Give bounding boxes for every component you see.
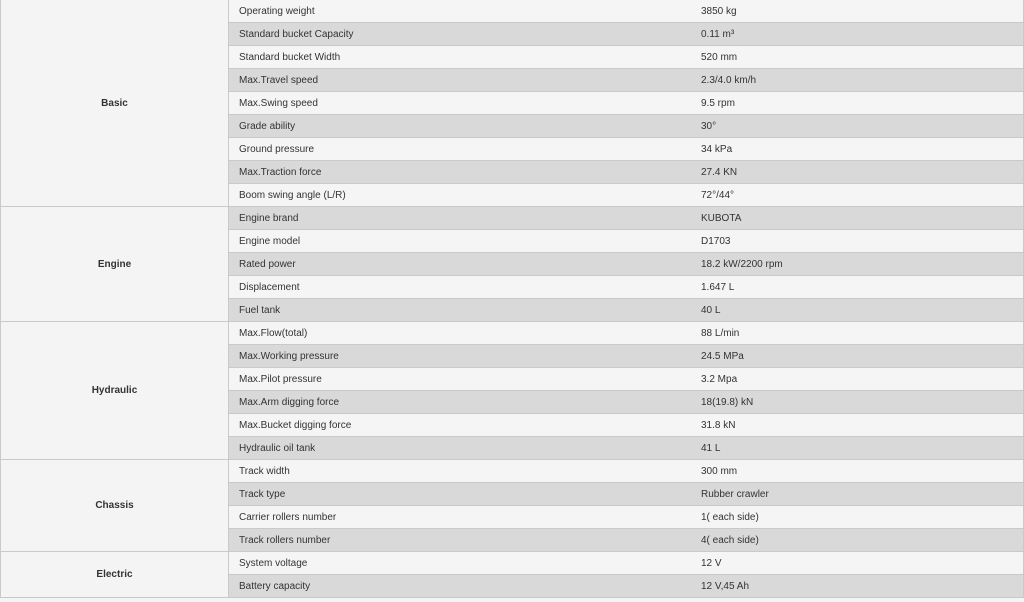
spec-value: 300 mm (689, 460, 1024, 483)
spec-label: Track type (229, 483, 690, 506)
spec-value: 0.11 m³ (689, 23, 1024, 46)
spec-label: Operating weight (229, 0, 690, 23)
spec-label: Max.Swing speed (229, 92, 690, 115)
spec-label: Standard bucket Width (229, 46, 690, 69)
spec-value: 3.2 Mpa (689, 368, 1024, 391)
spec-label: Boom swing angle (L/R) (229, 184, 690, 207)
spec-value: 1.647 L (689, 276, 1024, 299)
spec-value: D1703 (689, 230, 1024, 253)
spec-value: 31.8 kN (689, 414, 1024, 437)
spec-value: 30° (689, 115, 1024, 138)
spec-value: 72°/44° (689, 184, 1024, 207)
spec-value: 2.3/4.0 km/h (689, 69, 1024, 92)
spec-label: Track rollers number (229, 529, 690, 552)
spec-label: Max.Flow(total) (229, 322, 690, 345)
spec-value: 40 L (689, 299, 1024, 322)
spec-value: 9.5 rpm (689, 92, 1024, 115)
spec-label: Battery capacity (229, 575, 690, 598)
spec-label: System voltage (229, 552, 690, 575)
spec-value: 34 kPa (689, 138, 1024, 161)
spec-value: 1( each side) (689, 506, 1024, 529)
spec-value: 18(19.8) kN (689, 391, 1024, 414)
spec-value: KUBOTA (689, 207, 1024, 230)
spec-label: Track width (229, 460, 690, 483)
spec-row (1, 207, 1024, 230)
spec-label: Rated power (229, 253, 690, 276)
spec-label: Displacement (229, 276, 690, 299)
spec-label: Engine brand (229, 207, 690, 230)
spec-row (1, 460, 1024, 483)
spec-label: Fuel tank (229, 299, 690, 322)
group-label: Chassis (1, 460, 229, 552)
spec-label: Grade ability (229, 115, 690, 138)
spec-value: 24.5 MPa (689, 345, 1024, 368)
spec-label: Max.Travel speed (229, 69, 690, 92)
spec-label: Ground pressure (229, 138, 690, 161)
spec-row (1, 0, 1024, 23)
spec-value: 12 V,45 Ah (689, 575, 1024, 598)
spec-value: 41 L (689, 437, 1024, 460)
spec-value: 520 mm (689, 46, 1024, 69)
spec-value: 3850 kg (689, 0, 1024, 23)
spec-value: 27.4 KN (689, 161, 1024, 184)
spec-value: 12 V (689, 552, 1024, 575)
spec-row (1, 322, 1024, 345)
spec-value: 88 L/min (689, 322, 1024, 345)
spec-row (1, 552, 1024, 575)
spec-label: Max.Working pressure (229, 345, 690, 368)
specifications-table-body (1, 0, 1024, 598)
spec-label: Hydraulic oil tank (229, 437, 690, 460)
spec-label: Max.Traction force (229, 161, 690, 184)
spec-label: Standard bucket Capacity (229, 23, 690, 46)
spec-value: 4( each side) (689, 529, 1024, 552)
spec-label: Engine model (229, 230, 690, 253)
spec-value: Rubber crawler (689, 483, 1024, 506)
spec-label: Carrier rollers number (229, 506, 690, 529)
spec-label: Max.Bucket digging force (229, 414, 690, 437)
group-label: Hydraulic (1, 322, 229, 460)
group-label: Electric (1, 552, 229, 598)
group-label: Engine (1, 207, 229, 322)
group-label: Basic (1, 0, 229, 207)
spec-value: 18.2 kW/2200 rpm (689, 253, 1024, 276)
spec-label: Max.Arm digging force (229, 391, 690, 414)
spec-label: Max.Pilot pressure (229, 368, 690, 391)
